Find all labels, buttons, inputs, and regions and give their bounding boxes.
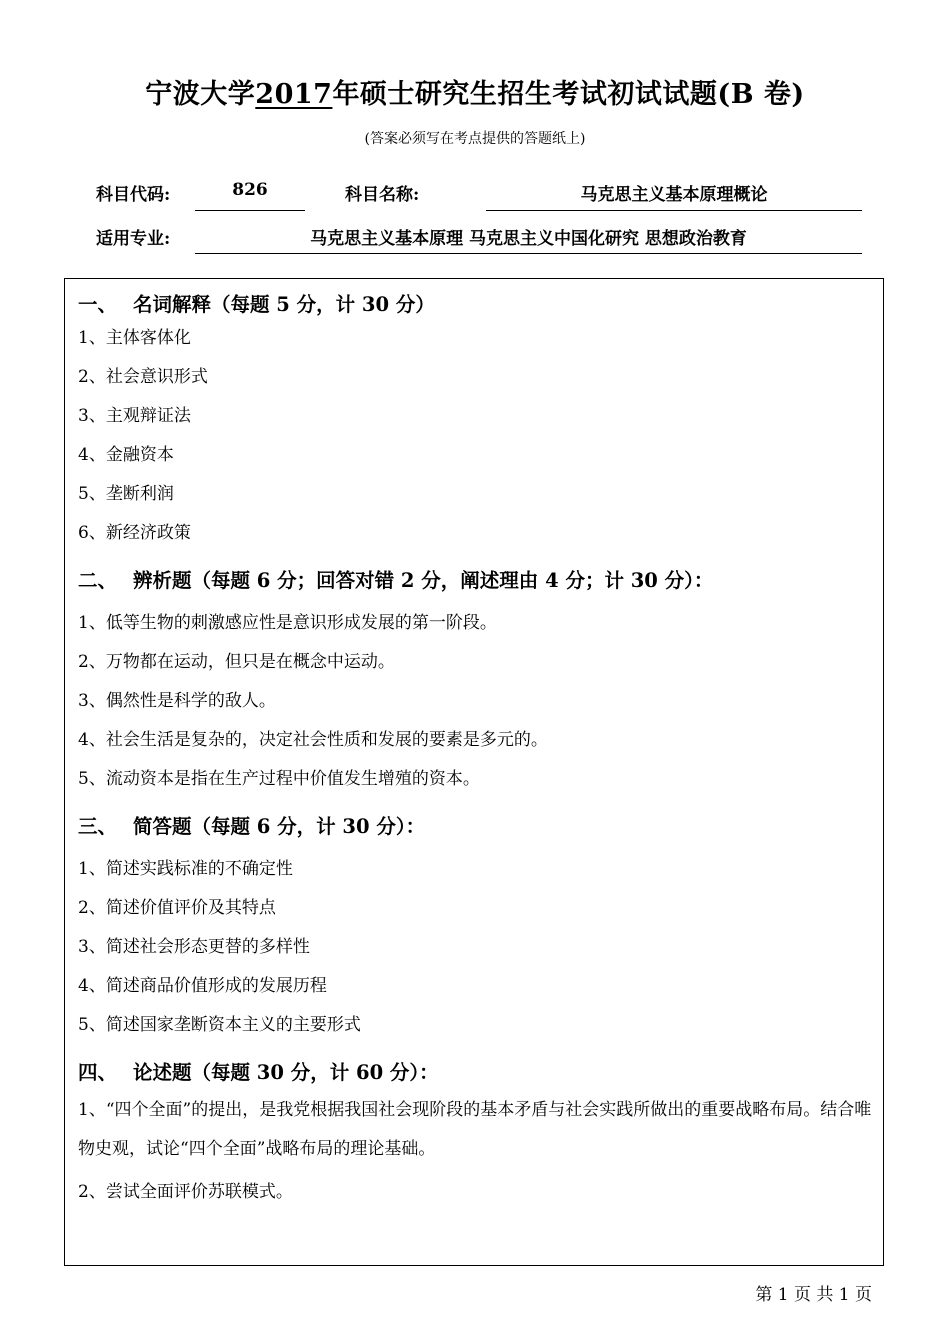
- subject-code-value: 826: [232, 180, 268, 200]
- list-item: 4、社会生活是复杂的，决定社会性质和发展的要素是多元的。: [78, 730, 548, 750]
- list-item: 3、简述社会形态更替的多样性: [78, 937, 310, 957]
- list-item: 3、主观辩证法: [78, 406, 191, 426]
- major-underline: [195, 253, 862, 254]
- list-item: 1、低等生物的刺激感应性是意识形成发展的第一阶段。: [78, 613, 497, 633]
- subject-name-label: 科目名称:: [345, 185, 420, 205]
- major-value: 马克思主义基本原理 马克思主义中国化研究 思想政治教育: [310, 229, 747, 249]
- list-item: 3、偶然性是科学的敌人。: [78, 691, 276, 711]
- list-item: 5、垄断利润: [78, 484, 174, 504]
- exam-subtitle: (答案必须写在考点提供的答题纸上): [364, 131, 586, 147]
- list-item: 5、简述国家垄断资本主义的主要形式: [78, 1015, 361, 1035]
- list-item: 2、万物都在运动，但只是在概念中运动。: [78, 652, 395, 672]
- major-label: 适用专业:: [96, 229, 171, 249]
- section-3-heading: 三、 简答题（每题 6 分，计 30 分）：: [78, 815, 426, 838]
- exam-title: [0, 72, 950, 111]
- list-item: 2、简述价值评价及其特点: [78, 898, 276, 918]
- section-2-heading: 二、 辨析题（每题 6 分；回答对错 2 分，阐述理由 4 分；计 30 分）：: [78, 569, 714, 592]
- list-item: 4、简述商品价值形成的发展历程: [78, 976, 327, 996]
- list-item: 4、金融资本: [78, 445, 174, 465]
- title-suffix: 年硕士研究生招生考试初试试题(B 卷): [332, 79, 805, 110]
- subject-code-label: 科目代码:: [96, 185, 171, 205]
- section-1-heading: 一、 名词解释（每题 5 分，计 30 分）: [78, 293, 435, 316]
- list-item: 2、社会意识形式: [78, 367, 208, 387]
- title-year: 2017: [255, 79, 333, 110]
- list-item: 1、主体客体化: [78, 328, 191, 348]
- list-item: 5、流动资本是指在生产过程中价值发生增殖的资本。: [78, 769, 480, 789]
- title-prefix: 宁波大学: [145, 79, 256, 110]
- list-item: 1、简述实践标准的不确定性: [78, 859, 293, 879]
- list-item: 2、尝试全面评价苏联模式。: [78, 1182, 293, 1202]
- page-number: 第 1 页 共 1 页: [755, 1285, 872, 1305]
- subject-code-underline: [195, 210, 305, 211]
- section-4-heading: 四、 论述题（每题 30 分，计 60 分）：: [78, 1061, 439, 1084]
- list-item: 1、“四个全面”的提出，是我党根据我国社会现阶段的基本矛盾与社会实践所做出的重要战略布局。结合唯物史观，试论“四个全面”战略布局的理论基础。: [78, 1100, 872, 1159]
- subject-name-value: 马克思主义基本原理概论: [580, 185, 768, 205]
- subject-name-underline: [486, 210, 862, 211]
- list-item: 6、新经济政策: [78, 523, 191, 543]
